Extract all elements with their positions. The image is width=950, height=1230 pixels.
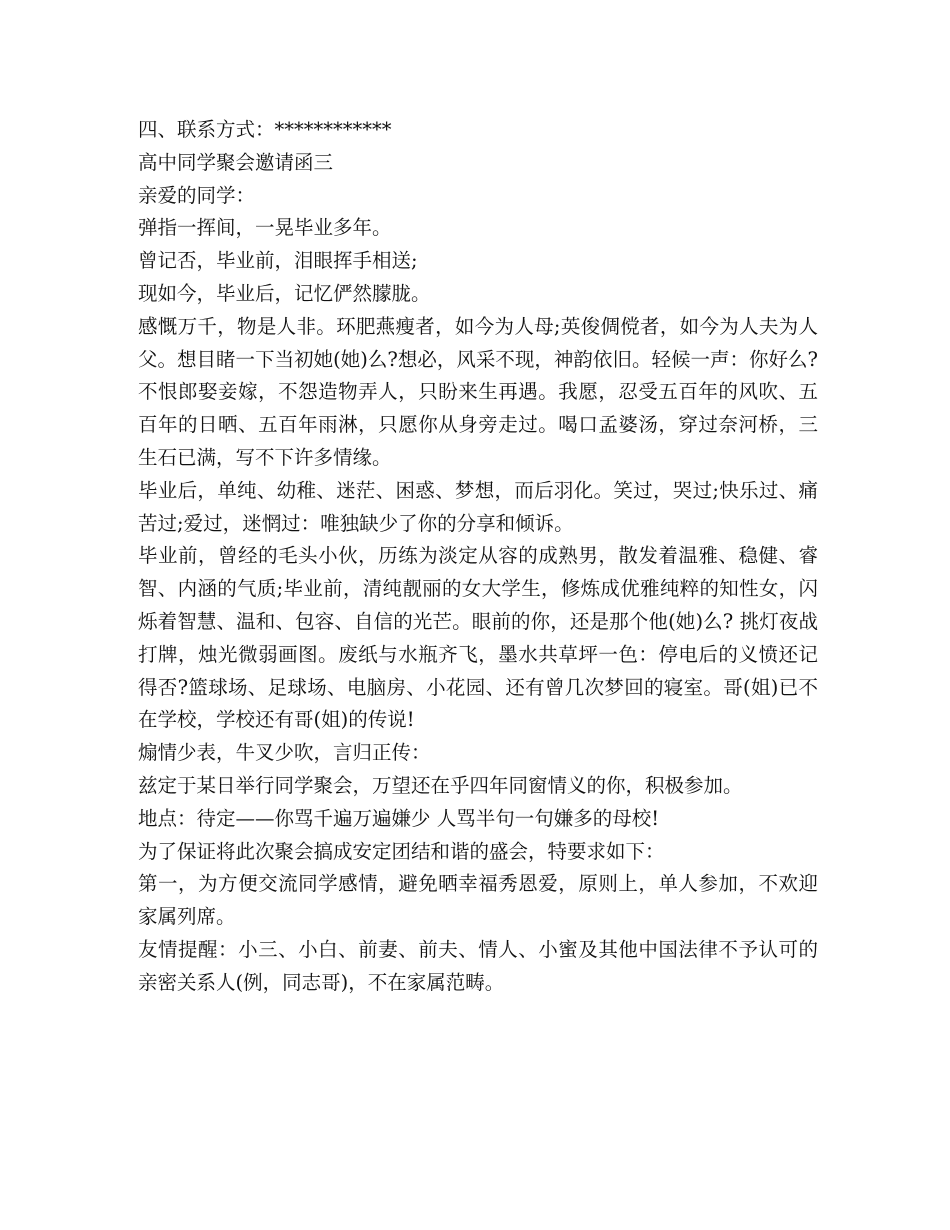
requirement-item: 第一，为方便交流同学感情，避免晒幸福秀恩爱，原则上，单人参加，不欢迎家属列席。 xyxy=(138,872,818,929)
paragraph: 毕业前，曾经的毛头小伙，历练为淡定从容的成熟男，散发着温雅、稳健、睿智、内涵的气质;毕业前，清纯靓丽的女大学生，修炼成优雅纯粹的知性女，闪烁着智慧、温和、包容、自信的光芒。眼前的你，还是那个他(她)么? 挑灯夜战打牌，烛光微弱画图。废纸与水瓶齐飞，墨水共草坪一色：停电后的义愤还记得否?篮球场、足球场、电脑房、小花园、还有曾几次梦回的寝室。哥(姐)已不在学校，学校还有哥(姐)的传说! xyxy=(138,544,818,732)
salutation: 亲爱的同学： xyxy=(138,183,256,207)
contact-line: 四、联系方式：************ xyxy=(138,118,392,141)
paragraph: 感慨万千，物是人非。环肥燕瘦者，如今为人母;英俊倜傥者，如今为人夫为人父。想目睹一下当初她(她)么?想必，风采不现，神韵依旧。轻候一声：你好么?不恨郎娶妾嫁，不怨造物弄人，只盼来生再遇。我愿，忍受五百年的风吹、五百年的日晒、五百年雨淋，只愿你从身旁走过。喝口孟婆汤，穿过奈河桥，三生石已满，写不下许多情缘。 xyxy=(138,314,818,469)
paragraph: 弹指一挥间，一晃毕业多年。 xyxy=(138,216,392,240)
reminder-note: 友情提醒：小三、小白、前妻、前夫、情人、小蜜及其他中国法律不予认可的亲密关系人(例，同志哥)，不在家属范畴。 xyxy=(138,937,818,994)
paragraph: 毕业后，单纯、幼稚、迷茫、困惑、梦想，而后羽化。笑过，哭过;快乐过、痛苦过;爱过，迷惘过：唯独缺少了你的分享和倾诉。 xyxy=(138,478,818,535)
paragraph: 兹定于某日举行同学聚会，万望还在乎四年同窗情义的你，积极参加。 xyxy=(138,773,743,797)
paragraph: 现如今，毕业后，记忆俨然朦胧。 xyxy=(138,281,431,305)
paragraph: 为了保证将此次聚会搞成安定团结和谐的盛会，特要求如下： xyxy=(138,839,665,863)
paragraph: 煽情少表，牛叉少吹，言归正传： xyxy=(138,741,431,765)
document-body xyxy=(138,114,818,1000)
paragraph: 曾记否，毕业前，泪眼挥手相送; xyxy=(138,249,418,273)
location-line: 地点：待定——你骂千遍万遍嫌少 人骂半句一句嫌多的母校! xyxy=(138,806,660,830)
document-title: 高中同学聚会邀请函三 xyxy=(138,150,334,174)
